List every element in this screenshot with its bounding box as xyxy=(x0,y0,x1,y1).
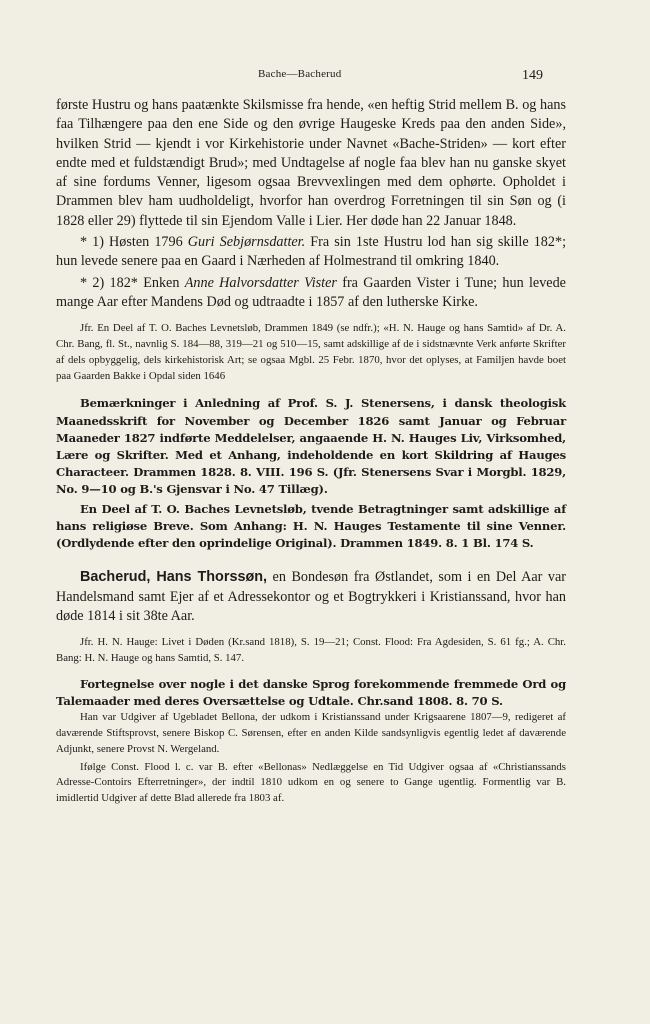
second-wife-name: Anne Halvorsdatter Vister xyxy=(184,274,337,291)
entry-bacherud-text: en Bondesøn fra Østlandet, som i en Del Aar var Handelsmand samt Ejer af et Adressekontor og et Bogtrykkeri i Kristianssand, hvor han døde 1814 i sit 38te Aar. xyxy=(56,569,566,624)
running-head: Bache—Bacherud xyxy=(258,68,342,80)
note-flood: Ifølge Const. Flood l. c. var B. efter «Bellonas» Nedlæggelse en Tid Udgiver ogsaa af «Christianssands Adresse-Contoirs Efterretninger», der indtil 1810 udkom en og senere to Gange ugentlig. Formentlig var B. imidlertid Udgiver af dette Blad allerede fra 1803 af. xyxy=(56,760,566,805)
entry-bacherud xyxy=(56,568,566,626)
work-entry-bemaerkninger: Bemærkninger i Anledning af Prof. S. J. Stenersens, i dansk theologisk Maanedsskrift for November og December 1826 samt Januar og Februar Maaneder 1827 indførte Meddelelser, angaaende H. N. Hauges Liv, Virksomhed, Lære og Skrifter. Med et Anhang, indeholdende en kort Skildring af Hauges Characteer. Drammen 1828. 8. VIII. 196 S. (Jfr. Stenersens Svar i Morgbl. 1829, No. 9—10 og B.'s Gjensvar i No. 47 Tillæg). xyxy=(56,396,566,497)
first-wife-prefix: * 1) Høsten 1796 xyxy=(80,234,188,251)
page-number: 149 xyxy=(522,68,543,83)
reference-note-bacherud: Jfr. H. N. Hauge: Livet i Døden (Kr.sand 1818), S. 19—21; Const. Flood: Fra Agdesiden, S. 61 fg.; A. Chr. Bang: H. N. Hauge og hans Samtid, S. 147. xyxy=(56,636,566,664)
second-wife-text: fra Gaarden Vister i Tune; hun levede mange Aar efter Mandens Død og udtraadte i 1857 af den lutherske Kirke. xyxy=(56,274,566,310)
work-entry-fortegnelse: Fortegnelse over nogle i det danske Sprog forekommende fremmede Ord og Talemaader med deres Oversættelse og Udtale. Chr.sand 1808. 8. 70 S. xyxy=(56,676,566,708)
work-entry-levnetslob: En Deel af T. O. Baches Levnetsløb, tvende Betragtninger samt adskillige af hans religiøse Breve. Som Anhang: H. N. Hauges Testamente til sine Venner. (Ordlydende efter den oprindelige Original). Drammen 1849. 8. 1 Bl. 174 S. xyxy=(56,501,566,551)
page-header xyxy=(0,68,650,88)
page-body xyxy=(56,96,566,807)
paragraph-second-wife xyxy=(56,274,566,313)
second-wife-prefix: * 2) 182* Enken xyxy=(80,274,185,291)
first-wife-name: Guri Sebjørnsdatter. xyxy=(187,234,306,251)
entry-headword: Bacherud, Hans Thorssøn, xyxy=(80,569,268,586)
first-wife-text: Fra sin 1ste Hustru lod han sig skille 182*; hun levede senere paa en Gaard i Nærheden af Holmestrand til omkring 1840. xyxy=(56,234,567,270)
note-bellona: Han var Udgiver af Ugebladet Bellona, der udkom i Kristianssand under Krigsaarene 1807—9, redigeret af daværende Stiftsprovst, senere Biskop C. Sørensen, efter en anden Kilde sandsynligvis egentlig ledet af daværende Adjunkt, senere Provst N. Wergeland. xyxy=(56,711,566,755)
reference-note-bache: Jfr. En Deel af T. O. Baches Levnetsløb, Drammen 1849 (se ndfr.); «H. N. Hauge og hans Samtid» af Dr. A. Chr. Bang, fl. St., navnlig S. 184—88, 319—21 og 510—15, samt adskillige af de i sidstnævnte Verk anførte Skrifter af dels opbyggelig, dels kirkehistorisk Art; se ogsaa Mgbl. 25 Febr. 1870, hvor det oplyses, at Familjen havde boet paa Gaarden Bakke i Opdal siden 1646 xyxy=(56,322,566,382)
paragraph-bache-biography: første Hustru og hans paatænkte Skilsmisse fra hende, «en heftig Strid mellem B. og hans faa Tilhængere paa den ene Side og den øvrige Haugeske Kreds paa den anden Side», hvilken Strid — kjendt i vor Kirkehistorie under Navnet «Bache-Striden» — kort efter endte med et fuldstændigt Brud»; med Undtagelse af nogle faa blev han nu ganske skyet af sine fordums Venner, ligesom ogsaa Brevvexlingen med dem ophørte. Opholdet i Drammen blev ham uudholdeligt, hvorfor han overdrog Forretningen til sin Søn og (i 1828 eller 29) flyttede til sin Ejendom Valle i Lier. Her døde han 22 Januar 1848. xyxy=(56,97,566,229)
paragraph-first-wife xyxy=(56,233,566,272)
